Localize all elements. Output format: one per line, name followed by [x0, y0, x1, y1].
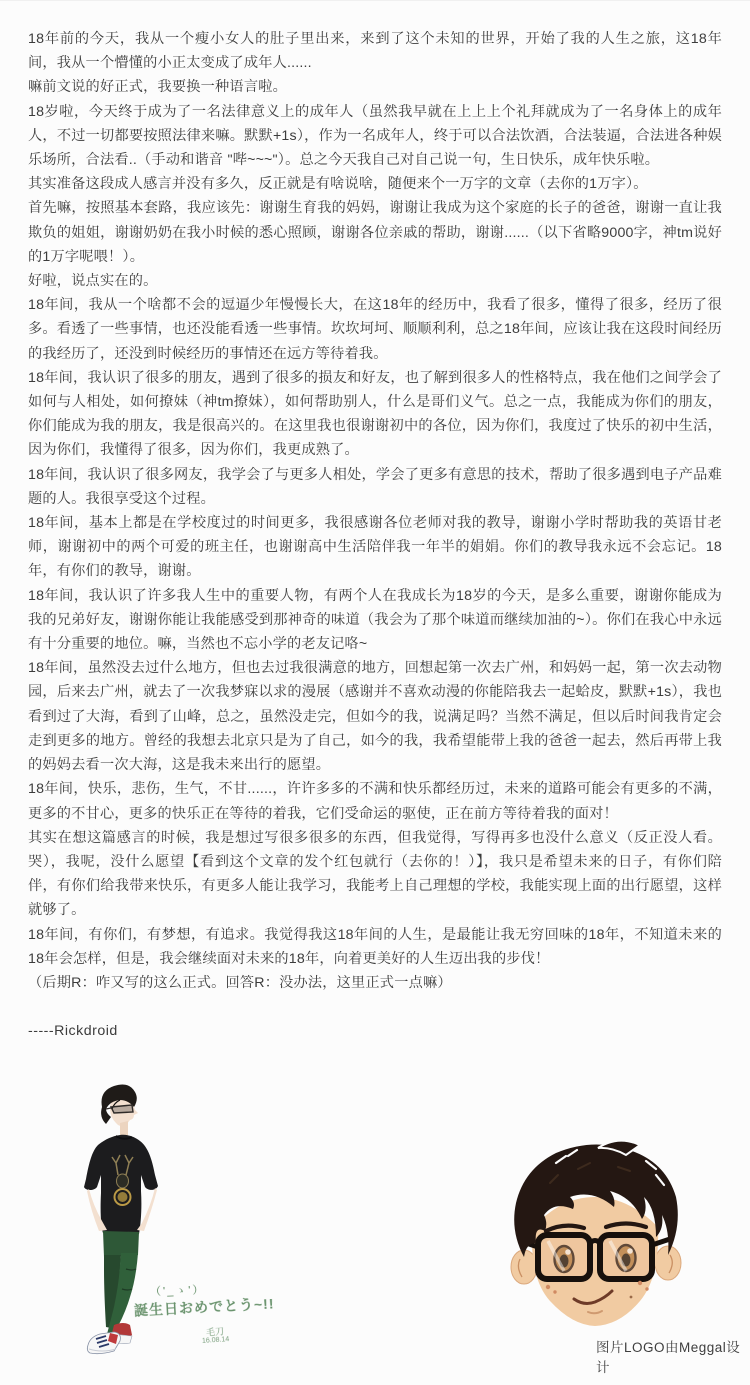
article-paragraph: 其实在想这篇感言的时候，我是想过写很多很多的东西，但我觉得，写得再多也没什么意义（反正没人看。哭），我呢，没什么愿望【看到这个文章的发个红包就行（去你的！）】，我只是希望未来的日子，有你们陪伴，有你们给我带来快乐，有更多人能让我学习，我能考上自己理想的学校，我能实现上面的出行愿望，这样就够了。: [28, 829, 722, 919]
article-paragraph: 18年间，我认识了很多的朋友，遇到了很多的损友和好友，也了解到很多人的性格特点，我在他们之间学会了如何与人相处，如何撩妹（神tm撩妹），如何帮助别人，什么是哥们义气。总之一点，我能成为你们的朋友，你们能成为我的朋友，我是很高兴的。在这里我也很谢谢初中的各位，因为你们，我度过了快乐的初中生活，因为你们，我懂得了很多，因为你们，我更成熟了。: [28, 369, 722, 459]
boy-hair: [101, 1107, 111, 1124]
design-credit: 图片LOGO由Meggal设计: [596, 1340, 741, 1375]
illustration-footer: [0, 1041, 750, 1385]
article-paragraph: 18年间，有你们，有梦想，有追求。我觉得我这18年间的人生，是最能让我无穷回味的18年，不知道未来的18年会怎样，但是，我会继续面对未来的18年，向着更美好的人生迈出我的步伐！: [28, 926, 722, 967]
article-paragraph: 18年间，我认识了许多我人生中的重要人物，有两个人在我成长为18岁的今天，是多么重要，谢谢你能成为我的兄弟好友，谢谢你能让我能感受到那神奇的味道（我会为了那个味道而继续加油的~）。你们在我心中永远有十分重要的地位。嘛，当然也不忘小学的老友记咯~: [28, 587, 722, 653]
article-paragraph: 18年间，我认识了很多网友，我学会了与更多人相处，学会了更多有意思的技术，帮助了很多遇到电子产品难题的人。我很享受这个过程。: [28, 466, 722, 507]
article-paragraph: （后期R：咋又写的这么正式。回答R：没办法，这里正式一点嘛）: [28, 974, 452, 991]
handwritten-date: 16.08.14: [201, 1336, 230, 1345]
article-paragraph: 18年间，虽然没去过什么地方，但也去过我很满意的地方，回想起第一次去广州，和妈妈一起，第一次去动物园，后来去广州，就去了一次我梦寐以求的漫展（感谢并不喜欢动漫的你能陪我去一起蛤皮，默默+1s），我也看到过了大海，看到了山峰，总之，虽然没走完，但如今的我，说满足吗？当然不满足，但以后时间我肯定会走到更多的地方。曾经的我想去北京只是为了自己，如今的我，我希望能带上我的爸爸一起去，然后再带上我的妈妈去看一次大海，这是我未来出行的愿望。: [28, 660, 722, 774]
head-ear: [655, 1246, 681, 1280]
article-body: [0, 1, 750, 1043]
article-paragraph: 嘛前文说的好正式，我要换一种语言啦。: [28, 79, 287, 96]
article-paragraph: 首先嘛，按照基本套路，我应该先：谢谢生育我的妈妈，谢谢让我成为这个家庭的长子的爸爸，谢谢一直让我欺负的姐姐，谢谢奶奶在我小时候的悉心照顾，谢谢各位亲戚的帮助，谢谢......（以下省略9000字，神tm说好的1万字呢喂！）。: [28, 200, 722, 265]
handwritten-kaomoji: （'_ゝ'）: [149, 1284, 206, 1298]
article-paragraph: 其实准备这段成人感言并没有多久，反正就是有啥说啥，随便来个一万字的文章（去你的1万字）。: [28, 176, 648, 193]
handwritten-signature: 毛刀: [205, 1326, 225, 1338]
article-paragraph: 18年前的今天，我从一个瘦小女人的肚子里出来，来到了这个未知的世界，开始了我的人生之旅，这18年间，我从一个懵懂的小正太变成了成年人......: [28, 31, 722, 72]
cartoon-head-illustration: [498, 1139, 692, 1339]
author-signature: -----Rickdroid: [28, 1023, 118, 1040]
handwritten-birthday-greeting: 誕生日おめでとう~!!: [133, 1295, 275, 1319]
boy-glasses: [111, 1105, 133, 1113]
article-paragraph: 18年间，基本上都是在学校度过的时间更多，我很感谢各位老师对我的教导，谢谢小学时帮助我的英语甘老师，谢谢初中的两个可爱的班主任，也谢谢高中生活陪伴我一年半的娟娟。你们的教导我永远不会忘记。18年，有你们的教导，谢谢。: [28, 515, 722, 580]
article-paragraph: 18岁啦，今天终于成为了一名法律意义上的成年人（虽然我早就在上上上个礼拜就成为了一名身体上的成年人，不过一切都要按照法律来嘛。默默+1s），作为一名成年人，终于可以合法饮酒，合法装逼，合法进各种娱乐场所，合法看..（手动和谐音 "哔~~~"）。总之今天我自己对自己说一句，生日快乐，成年快乐啦。: [28, 103, 722, 169]
article-paragraph: 18年间，快乐，悲伤，生气，不甘......，许许多多的不满和快乐都经历过，未来的道路可能会有更多的不满，更多的不甘心，更多的快乐正在等待的着我，它们受命运的驱使，正在前方等待着我的面对！: [28, 781, 722, 822]
article-paragraph: 好啦，说点实在的。: [28, 273, 158, 290]
article-paragraph: 18年间，我从一个啥都不会的逗逼少年慢慢长大，在这18年的经历中，我看了很多，懂得了很多，经历了很多。看透了一些事情，也还没能看透一些事情。坎坎坷坷、顺顺利利，总之18年间，应该让我在这段时间经历的我经历了，还没到时候经历的事情还在远方等待着我。: [28, 297, 722, 362]
